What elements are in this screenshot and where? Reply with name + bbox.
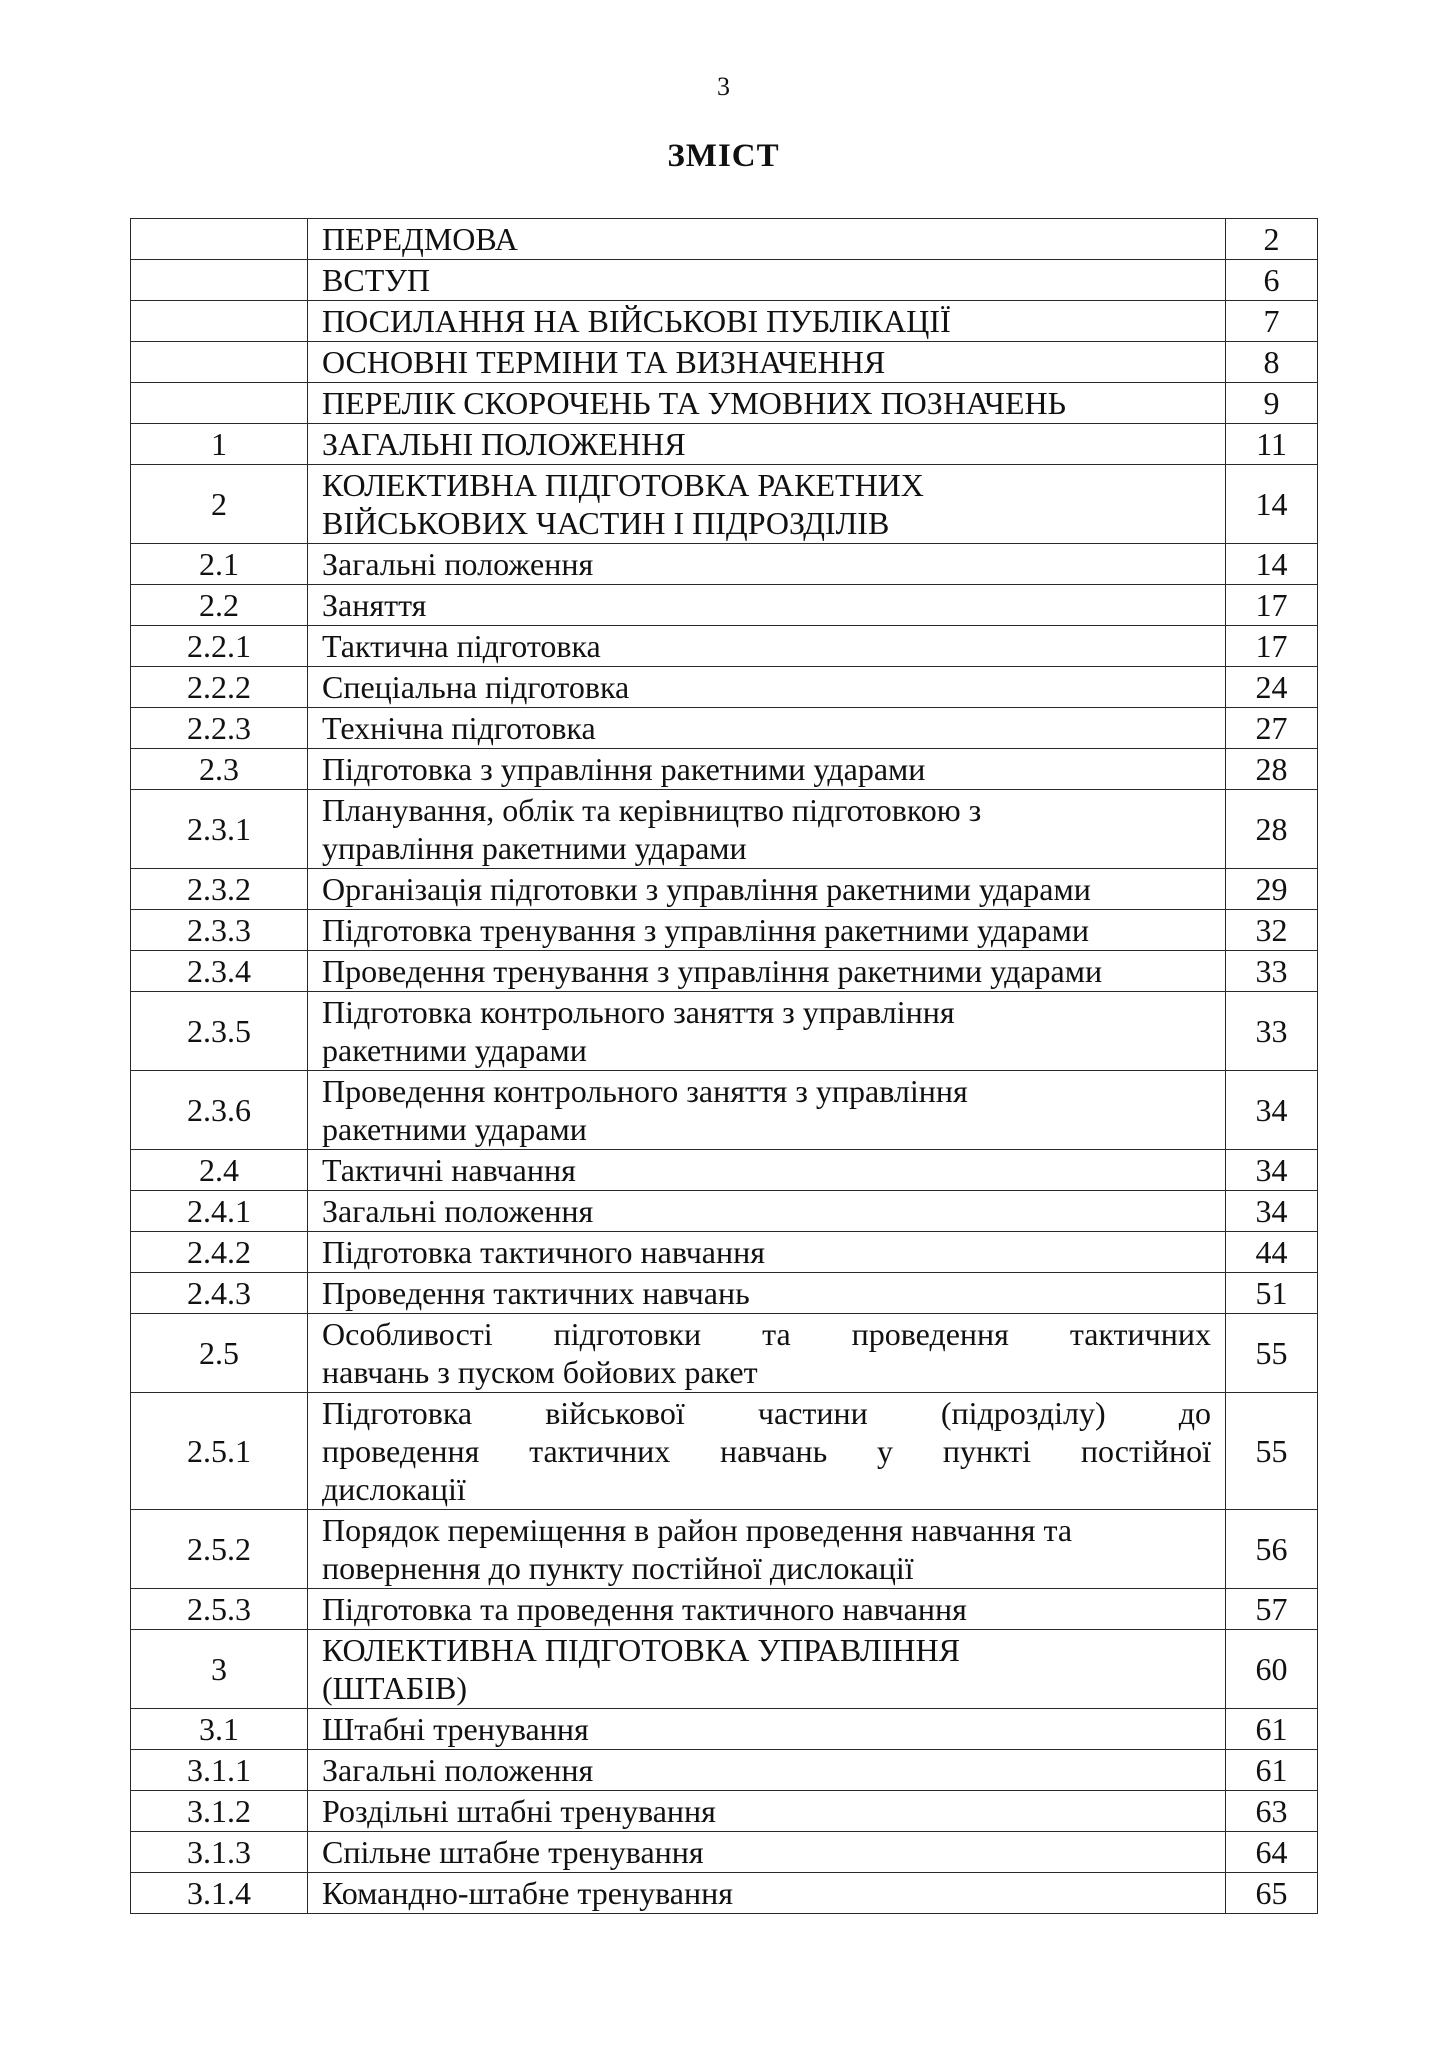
toc-section-title xyxy=(308,260,1226,301)
toc-row xyxy=(131,951,1318,992)
toc-row xyxy=(131,219,1318,260)
toc-row xyxy=(131,424,1318,465)
toc-section-title xyxy=(308,342,1226,383)
toc-section-number: 1 xyxy=(131,424,308,465)
toc-title-line: (ШТАБІВ) xyxy=(322,1670,468,1706)
toc-section-number xyxy=(131,383,308,424)
toc-page-number: 32 xyxy=(1226,910,1318,951)
toc-section-number: 2.4 xyxy=(131,1150,308,1191)
toc-title-line: ВІЙСЬКОВИХ ЧАСТИН І ПІДРОЗДІЛІВ xyxy=(322,505,890,541)
toc-title-line: Проведення тактичних навчань xyxy=(322,1275,750,1311)
toc-row xyxy=(131,1832,1318,1873)
toc-page-number: 55 xyxy=(1226,1314,1318,1393)
toc-title-line: Особливості підготовки та проведення тактичних xyxy=(322,1316,1211,1352)
toc-row xyxy=(131,1314,1318,1393)
toc-page-number: 34 xyxy=(1226,1150,1318,1191)
toc-title-line: Підготовка військової частини (підрозділу) до xyxy=(322,1395,1211,1431)
toc-section-title xyxy=(308,1873,1226,1914)
toc-title-line: Підготовка тактичного навчання xyxy=(322,1234,765,1270)
toc-title-line: Штабні тренування xyxy=(322,1711,589,1747)
toc-title-line: навчань з пуском бойових ракет xyxy=(322,1354,758,1390)
toc-section-number: 3.1.2 xyxy=(131,1791,308,1832)
toc-title-line: Спільне штабне тренування xyxy=(322,1834,704,1870)
toc-title-line: управління ракетними ударами xyxy=(322,830,747,866)
toc-row xyxy=(131,1873,1318,1914)
toc-section-number: 2.3.6 xyxy=(131,1071,308,1150)
toc-page-number: 14 xyxy=(1226,465,1318,544)
toc-page-number: 6 xyxy=(1226,260,1318,301)
toc-row xyxy=(131,749,1318,790)
toc-section-title xyxy=(308,1071,1226,1150)
toc-section-title xyxy=(308,708,1226,749)
toc-title-line: Командно-штабне тренування xyxy=(322,1875,733,1911)
toc-section-title xyxy=(308,910,1226,951)
toc-section-number: 2.5.3 xyxy=(131,1589,308,1630)
toc-title-line: Технічна підготовка xyxy=(322,710,596,746)
toc-page-number: 61 xyxy=(1226,1750,1318,1791)
toc-row xyxy=(131,1232,1318,1273)
page-title: ЗМІСТ xyxy=(667,138,780,174)
toc-title-line: КОЛЕКТИВНА ПІДГОТОВКА УПРАВЛІННЯ xyxy=(322,1632,960,1668)
toc-page-number: 8 xyxy=(1226,342,1318,383)
toc-title-line: ПОСИЛАННЯ НА ВІЙСЬКОВІ ПУБЛІКАЦІЇ xyxy=(322,303,951,339)
toc-page-number: 56 xyxy=(1226,1510,1318,1589)
toc-section-title xyxy=(308,667,1226,708)
toc-section-title xyxy=(308,301,1226,342)
toc-page-number: 17 xyxy=(1226,585,1318,626)
toc-title-line: ПЕРЕЛІК СКОРОЧЕНЬ ТА УМОВНИХ ПОЗНАЧЕНЬ xyxy=(322,385,1066,421)
toc-section-title xyxy=(308,219,1226,260)
toc-title-line: Порядок переміщення в район проведення навчання та xyxy=(322,1512,1073,1548)
toc-section-number xyxy=(131,260,308,301)
toc-section-title xyxy=(308,869,1226,910)
toc-section-title xyxy=(308,424,1226,465)
toc-page-number: 55 xyxy=(1226,1393,1318,1510)
toc-row xyxy=(131,869,1318,910)
toc-section-number: 2 xyxy=(131,465,308,544)
toc-section-number: 2.3.3 xyxy=(131,910,308,951)
toc-page-number: 14 xyxy=(1226,544,1318,585)
toc-title-line: ОСНОВНІ ТЕРМІНИ ТА ВИЗНАЧЕННЯ xyxy=(322,344,886,380)
toc-section-title xyxy=(308,992,1226,1071)
toc-section-number: 2.4.1 xyxy=(131,1191,308,1232)
toc-section-number: 2.5.1 xyxy=(131,1393,308,1510)
toc-title-line: Підготовка контрольного заняття з управління xyxy=(322,994,955,1030)
toc-section-title xyxy=(308,1589,1226,1630)
toc-section-title xyxy=(308,1832,1226,1873)
toc-row xyxy=(131,1150,1318,1191)
toc-section-number xyxy=(131,301,308,342)
toc-title-line: ВСТУП xyxy=(322,262,430,298)
toc-section-title xyxy=(308,626,1226,667)
toc-row xyxy=(131,585,1318,626)
toc-section-title xyxy=(308,465,1226,544)
toc-section-title xyxy=(308,1630,1226,1709)
toc-row xyxy=(131,790,1318,869)
toc-title-line: дислокації xyxy=(322,1471,466,1507)
toc-page-number: 28 xyxy=(1226,749,1318,790)
toc-page-number: 17 xyxy=(1226,626,1318,667)
toc-section-title xyxy=(308,1232,1226,1273)
toc-section-title xyxy=(308,1273,1226,1314)
toc-page-number: 2 xyxy=(1226,219,1318,260)
toc-page-number: 34 xyxy=(1226,1071,1318,1150)
toc-section-title xyxy=(308,1791,1226,1832)
toc-row xyxy=(131,626,1318,667)
toc-title-line: Заняття xyxy=(322,587,427,623)
toc-page-number: 7 xyxy=(1226,301,1318,342)
toc-page-number: 33 xyxy=(1226,951,1318,992)
toc-section-number: 2.3.1 xyxy=(131,790,308,869)
toc-row xyxy=(131,992,1318,1071)
toc-page-number: 24 xyxy=(1226,667,1318,708)
toc-title-line: ЗАГАЛЬНІ ПОЛОЖЕННЯ xyxy=(322,426,686,462)
toc-row xyxy=(131,1071,1318,1150)
toc-row xyxy=(131,1589,1318,1630)
toc-title-line: повернення до пункту постійної дислокації xyxy=(322,1550,914,1586)
toc-page-number: 34 xyxy=(1226,1191,1318,1232)
toc-page-number: 29 xyxy=(1226,869,1318,910)
toc-title-line: Тактичні навчання xyxy=(322,1152,576,1188)
toc-row xyxy=(131,1393,1318,1510)
toc-section-title xyxy=(308,1393,1226,1510)
toc-page-number: 63 xyxy=(1226,1791,1318,1832)
toc-title-line: ракетними ударами xyxy=(322,1111,587,1147)
toc-row xyxy=(131,1191,1318,1232)
toc-section-number: 3.1.4 xyxy=(131,1873,308,1914)
toc-section-number: 3 xyxy=(131,1630,308,1709)
toc-title-line: Спеціальна підготовка xyxy=(322,669,630,705)
toc-row xyxy=(131,342,1318,383)
toc-row xyxy=(131,383,1318,424)
toc-page-number: 28 xyxy=(1226,790,1318,869)
toc-page-number: 57 xyxy=(1226,1589,1318,1630)
toc-section-number: 2.2 xyxy=(131,585,308,626)
toc-section-title xyxy=(308,1709,1226,1750)
toc-row xyxy=(131,1510,1318,1589)
toc-page-number: 11 xyxy=(1226,424,1318,465)
toc-row xyxy=(131,1709,1318,1750)
toc-page-number: 64 xyxy=(1226,1832,1318,1873)
toc-section-number: 2.2.2 xyxy=(131,667,308,708)
toc-title-line: Організація підготовки з управління ракетними ударами xyxy=(322,871,1091,907)
toc-title-line: Загальні положення xyxy=(322,1193,594,1229)
toc-title-line: Підготовка з управління ракетними ударами xyxy=(322,751,926,787)
toc-section-number: 3.1 xyxy=(131,1709,308,1750)
toc-section-title xyxy=(308,749,1226,790)
toc-title-line: Підготовка тренування з управління ракетними ударами xyxy=(322,912,1089,948)
toc-section-number: 2.4.3 xyxy=(131,1273,308,1314)
toc-row xyxy=(131,910,1318,951)
toc-section-number xyxy=(131,342,308,383)
toc-page-number: 27 xyxy=(1226,708,1318,749)
toc-page-number: 33 xyxy=(1226,992,1318,1071)
toc-section-title xyxy=(308,585,1226,626)
toc-section-number: 2.1 xyxy=(131,544,308,585)
toc-row xyxy=(131,1750,1318,1791)
toc-page-number: 60 xyxy=(1226,1630,1318,1709)
toc-title-line: Загальні положення xyxy=(322,1752,594,1788)
toc-body xyxy=(131,219,1318,1914)
toc-section-number: 2.3.5 xyxy=(131,992,308,1071)
toc-section-number: 2.5.2 xyxy=(131,1510,308,1589)
toc-row xyxy=(131,301,1318,342)
toc-section-number: 2.2.3 xyxy=(131,708,308,749)
toc-section-number: 2.3 xyxy=(131,749,308,790)
page-number: 3 xyxy=(717,72,730,101)
toc-section-number: 2.2.1 xyxy=(131,626,308,667)
toc-section-number: 2.3.4 xyxy=(131,951,308,992)
toc-row xyxy=(131,1273,1318,1314)
toc-page-number: 9 xyxy=(1226,383,1318,424)
toc-section-title xyxy=(308,1150,1226,1191)
toc-title-line: проведення тактичних навчань у пункті постійної xyxy=(322,1433,1211,1469)
toc-title-line: ПЕРЕДМОВА xyxy=(322,221,518,257)
toc-section-number: 2.3.2 xyxy=(131,869,308,910)
toc-section-number: 3.1.1 xyxy=(131,1750,308,1791)
toc-section-number: 2.4.2 xyxy=(131,1232,308,1273)
toc-title-line: Проведення контрольного заняття з управління xyxy=(322,1073,968,1109)
toc-title-line: Загальні положення xyxy=(322,546,594,582)
toc-page-number: 51 xyxy=(1226,1273,1318,1314)
toc-page-number: 65 xyxy=(1226,1873,1318,1914)
toc-table xyxy=(130,218,1318,1914)
toc-section-title xyxy=(308,383,1226,424)
toc-section-number: 3.1.3 xyxy=(131,1832,308,1873)
toc-row xyxy=(131,1791,1318,1832)
toc-section-number xyxy=(131,219,308,260)
toc-title-line: Роздільні штабні тренування xyxy=(322,1793,716,1829)
toc-row xyxy=(131,260,1318,301)
toc-title-line: ракетними ударами xyxy=(322,1032,587,1068)
toc-section-title xyxy=(308,1750,1226,1791)
toc-row xyxy=(131,1630,1318,1709)
toc-title-line: Підготовка та проведення тактичного навчання xyxy=(322,1591,967,1627)
toc-title-line: КОЛЕКТИВНА ПІДГОТОВКА РАКЕТНИХ xyxy=(322,467,924,503)
toc-page-number: 44 xyxy=(1226,1232,1318,1273)
toc-title-line: Проведення тренування з управління ракетними ударами xyxy=(322,953,1103,989)
toc-row xyxy=(131,465,1318,544)
toc-row xyxy=(131,667,1318,708)
toc-title-line: Тактична підготовка xyxy=(322,628,601,664)
toc-section-title xyxy=(308,1510,1226,1589)
toc-section-number: 2.5 xyxy=(131,1314,308,1393)
toc-section-title xyxy=(308,544,1226,585)
toc-section-title xyxy=(308,1191,1226,1232)
toc-row xyxy=(131,708,1318,749)
toc-title-line: Планування, облік та керівництво підготовкою з xyxy=(322,792,982,828)
toc-section-title xyxy=(308,1314,1226,1393)
toc-section-title xyxy=(308,951,1226,992)
toc-section-title xyxy=(308,790,1226,869)
toc-page-number: 61 xyxy=(1226,1709,1318,1750)
toc-row xyxy=(131,544,1318,585)
